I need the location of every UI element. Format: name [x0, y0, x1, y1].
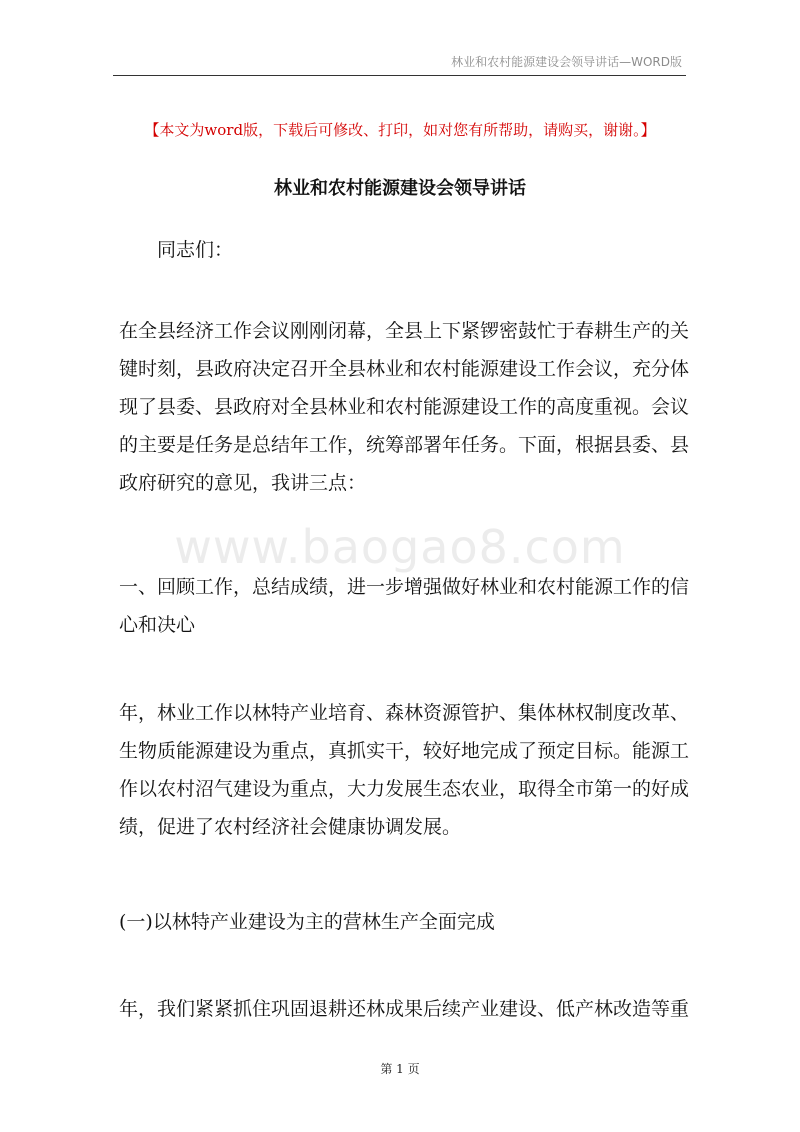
- salutation-text: 同志们：: [157, 239, 234, 261]
- paragraph-line: 生物质能源建设为重点，真抓实干，较好地完成了预定目标。能源工: [119, 740, 690, 762]
- paragraph-line: 年，林业工作以林特产业培育、森林资源管护、集体林权制度改革、: [119, 702, 690, 724]
- paragraph-intro: [119, 312, 689, 502]
- heading-line: 一、回顾工作，总结成绩，进一步增强做好林业和农村能源工作的信: [119, 576, 690, 598]
- paragraph-line: 键时刻，县政府决定召开全县林业和农村能源建设工作会议，充分体: [119, 358, 690, 380]
- paragraph-line: 作以农村沼气建设为重点，大力发展生态农业，取得全市第一的好成: [119, 778, 690, 800]
- paragraph-line: 绩，促进了农村经济社会健康协调发展。: [119, 816, 462, 838]
- header-title: 林业和农村能源建设会领导讲话—WORD版: [451, 55, 682, 69]
- paragraph-review: [119, 694, 689, 846]
- salutation: [157, 231, 727, 269]
- heading-line: (一)以林特产业建设为主的营林生产全面完成: [119, 911, 495, 933]
- header-divider: [113, 75, 686, 76]
- download-notice: 【本文为word版，下载后可修改、打印，如对您有所帮助，请购买，谢谢。】: [144, 121, 656, 139]
- paragraph-last: [119, 990, 689, 1028]
- paragraph-line: 现了县委、县政府对全县林业和农村能源建设工作的高度重视。会议: [119, 396, 690, 418]
- heading-line: 心和决心: [119, 614, 196, 636]
- page-number: 第 1 页: [380, 1062, 420, 1076]
- paragraph-line: 的主要是任务是总结年工作，统筹部署年任务。下面，根据县委、县: [119, 434, 690, 456]
- paragraph-line: 在全县经济工作会议刚刚闭幕，全县上下紧锣密鼓忙于春耕生产的关: [119, 320, 690, 342]
- paragraph-line: 年，我们紧紧抓住巩固退耕还林成果后续产业建设、低产林改造等重: [119, 998, 690, 1020]
- section-heading-1: [119, 568, 689, 644]
- document-title: 林业和农村能源建设会领导讲话: [274, 178, 526, 199]
- subsection-heading-1: [119, 903, 689, 941]
- paragraph-line: 政府研究的意见，我讲三点：: [119, 472, 367, 494]
- watermark: www.baogao8.com: [174, 520, 626, 574]
